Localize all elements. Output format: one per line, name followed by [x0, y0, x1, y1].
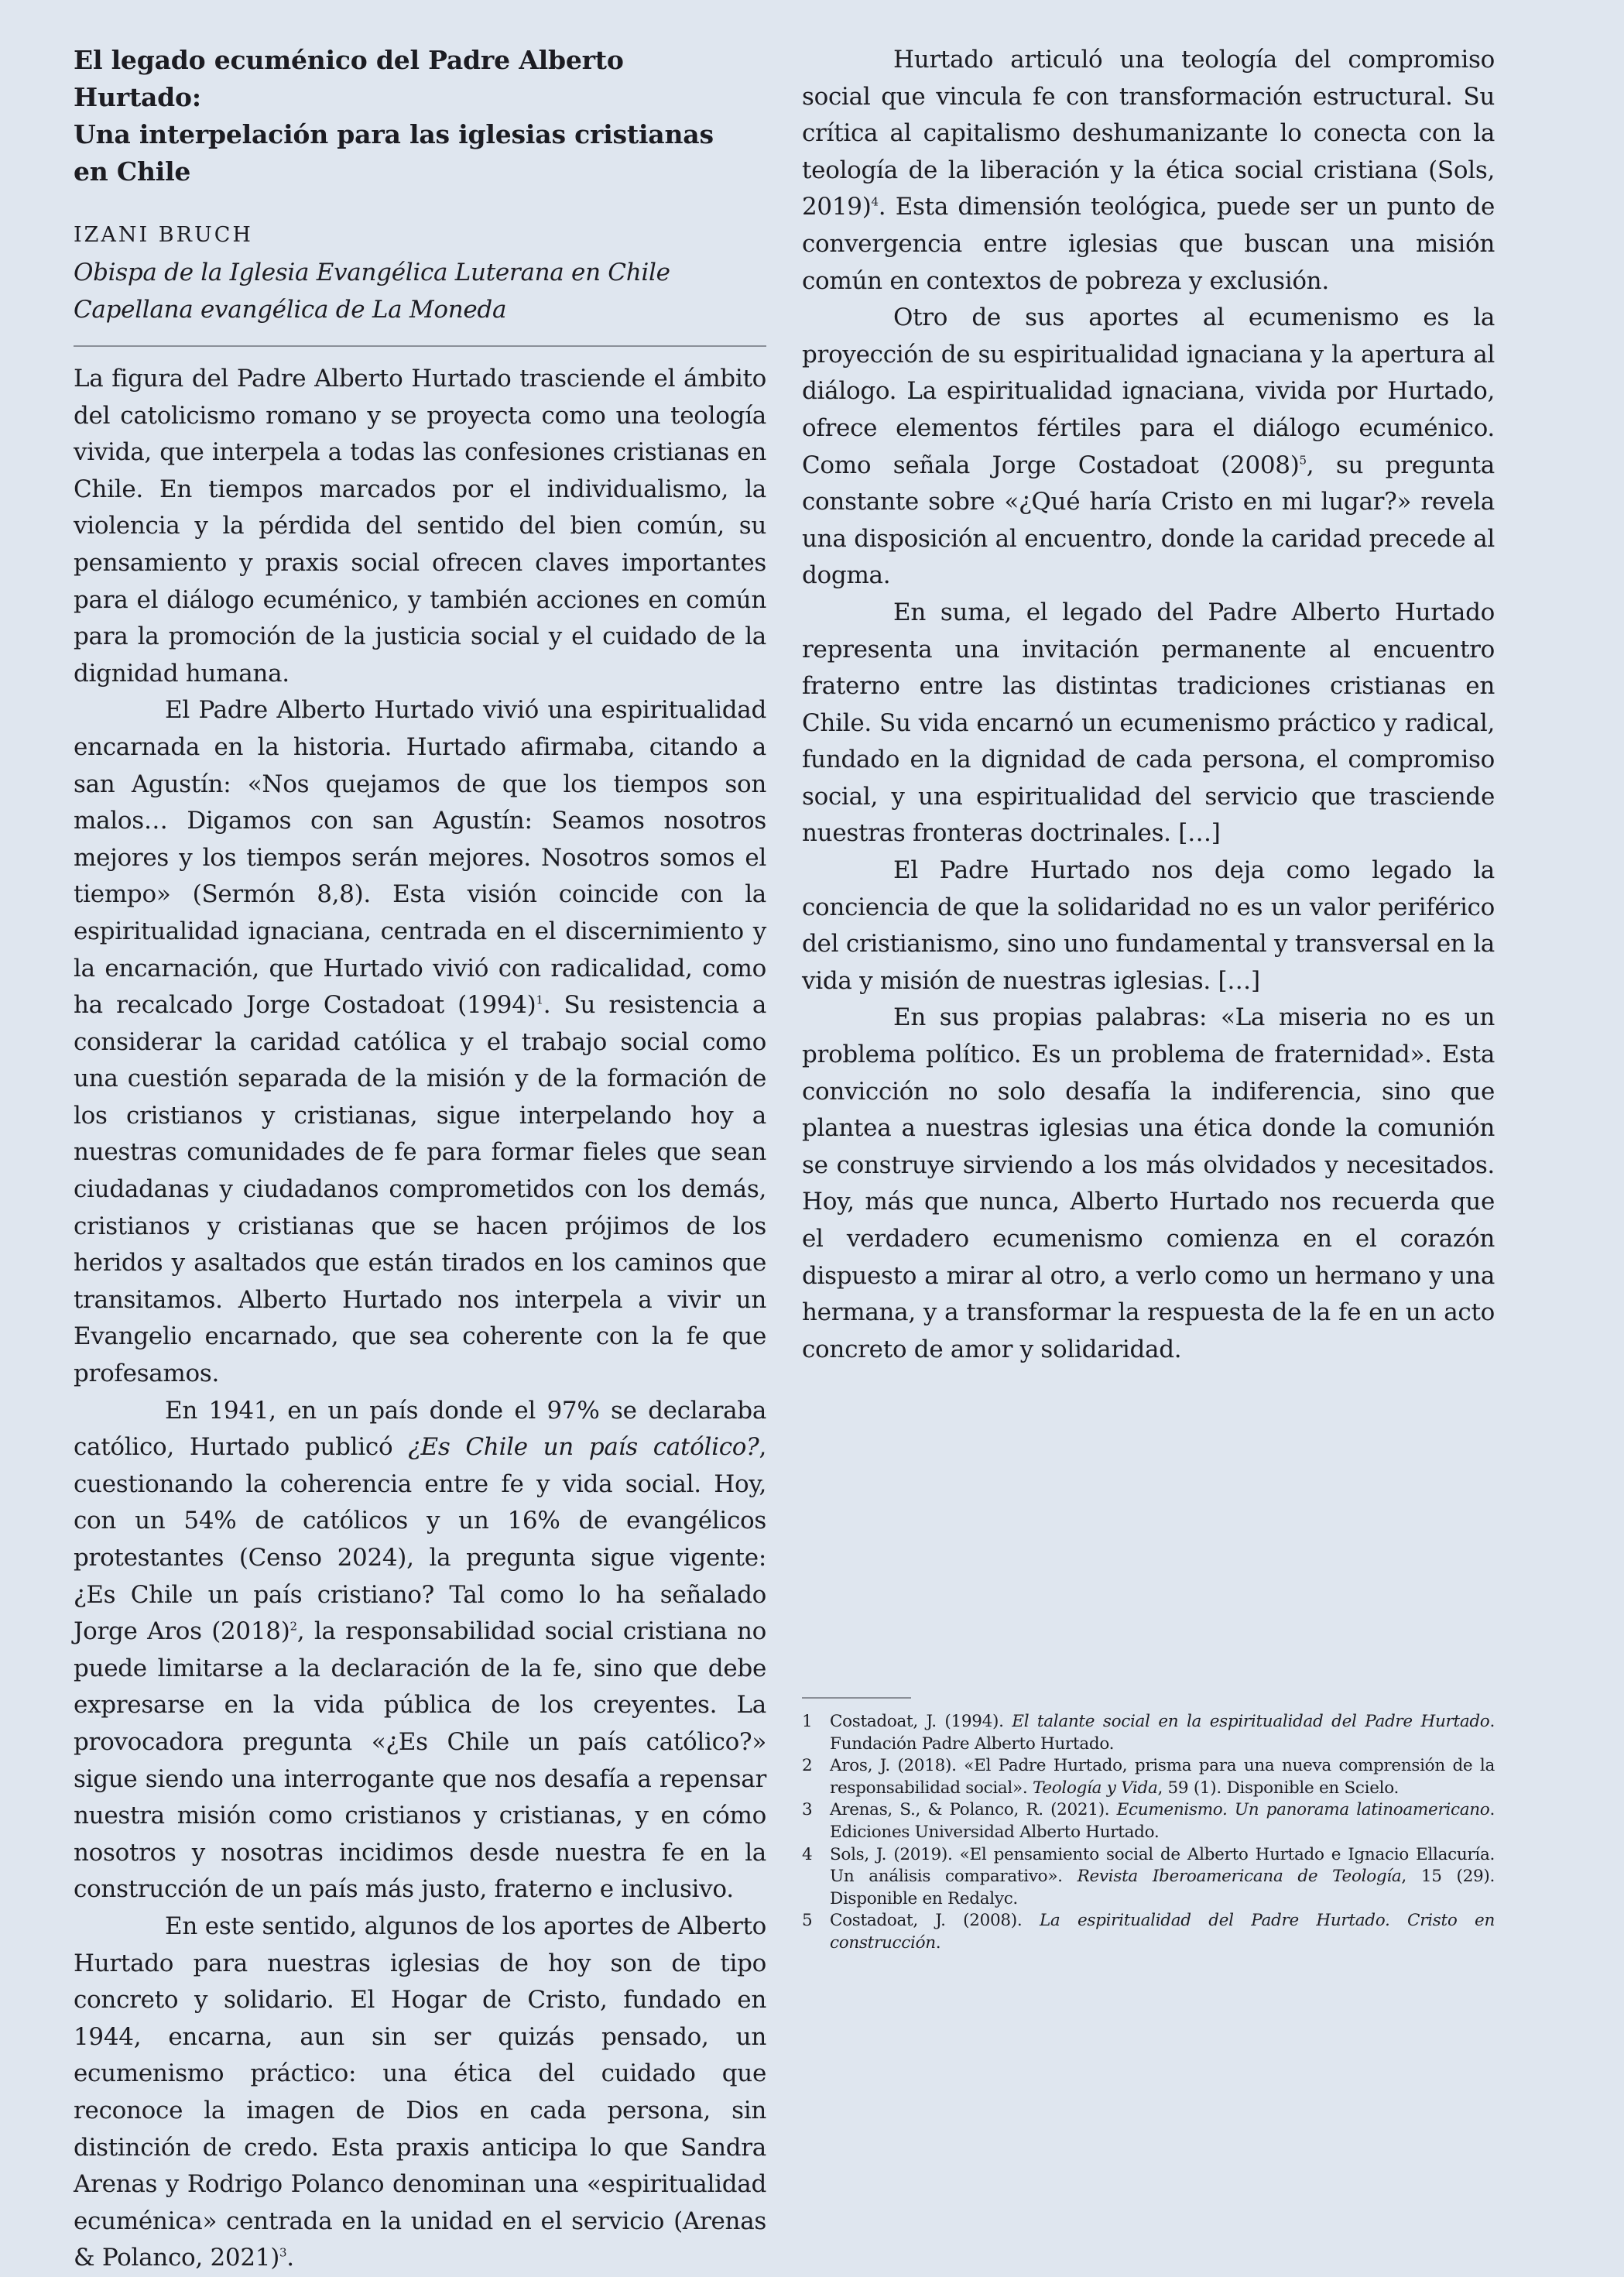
footnote-4 — [802, 1844, 1495, 1911]
footnote-number: 2 — [802, 1756, 813, 1776]
paragraph-3 — [74, 1393, 766, 1908]
footnote-4-pre: Sols, J. (2019). «El pensamiento social de Alberto Hurtado e Ignacio Ellacuría. Un análisis comparativo». — [830, 1844, 1495, 1887]
footnote-number: 3 — [802, 1800, 813, 1820]
footnote-3-post: . Ediciones Universidad Alberto Hurtado. — [830, 1800, 1495, 1842]
footnote-2-pre: Aros, J. (2018). «El Padre Hurtado, prisma para una nueva comprensión de la responsabilidad social». — [830, 1756, 1495, 1798]
footnote-ref-4[interactable]: 4 — [871, 195, 879, 210]
footnote-5-title: La espiritualidad del Padre Hurtado. Cristo en construcción — [830, 1911, 1495, 1953]
paragraph-4-text: En este sentido, algunos de los aportes de Alberto Hurtado para nuestras iglesias de hoy son de tipo concreto y solidario. El Hogar de Cristo, fundado en 1944, encarna, aun sin ser quizás pensado, un ecumenismo práctico: una ética del cuidado que reconoce la imagen de Dios en cada persona, sin distinción de credo. Esta praxis anticipa lo que Sandra Arenas y Rodrigo Polanco denominan una «espiritualidad ecuménica» centrada en la unidad en el servicio (Arenas & Polanco, 2021) — [74, 1912, 766, 2272]
paragraph-2-text-a: El Padre Alberto Hurtado vivió una espiritualidad encarnada en la historia. Hurtado afirmaba, citando a san Agustín: «Nos quejamos de que los tiempos son malos… Digamos con san Agustín: Seamos nosotros mejores y los tiempos serán mejores. Nosotros somos el tiempo» (Sermón 8,8). Esta visión coincide con la espiritualidad ignaciana, centrada en el discernimiento y la encarnación, que Hurtado vivió con radicalidad, como ha recalcado Jorge Costadoat (1994) — [74, 696, 766, 1020]
paragraph-9 — [802, 1000, 1495, 1368]
footnotes-divider — [802, 1697, 911, 1699]
footnote-text — [830, 1844, 1495, 1911]
body-text-right — [802, 42, 1495, 1368]
paragraph-3-text-b: , cuestionando la coherencia entre fe y vida social. Hoy, con un 54% de católicos y un 16% de evangélicos protestantes (Censo 2024), la pregunta sigue vigente: ¿Es Chile un país cristiano? Tal como lo ha señalado Jorge Aros (2018) — [74, 1433, 766, 1646]
footnote-3-title: Ecumenismo. Un panorama latinoamericano — [1116, 1800, 1490, 1820]
paragraph-7-text: En suma, el legado del Padre Alberto Hurtado representa una invitación permanente al encuentro fraterno entre las distintas tradiciones cristianas en Chile. Su vida encarnó un ecumenismo práctico y radical, fundado en la dignidad de cada persona, el compromiso social, y una espiritualidad del servicio que trasciende nuestras fronteras doctrinales. […] — [802, 598, 1495, 848]
header-divider — [74, 345, 766, 347]
paragraph-3-text-a: En 1941, en un país donde el 97% se declaraba católico, Hurtado publicó — [74, 1396, 766, 1462]
footnote-ref-3[interactable]: 3 — [279, 2245, 287, 2260]
paragraph-6-text-b: , su pregunta constante sobre «¿Qué haría Cristo en mi lugar?» revela una disposición al encuentro, donde la caridad precede al dogma. — [802, 451, 1495, 590]
author-name: IZANI BRUCH — [74, 223, 253, 247]
footnote-3-pre: Arenas, S., & Polanco, R. (2021). — [830, 1800, 1117, 1820]
paragraph-9-text: En sus propias palabras: «La miseria no es un problema político. Es un problema de fraternidad». Esta convicción no solo desafía la indiferencia, sino que plantea a nuestras iglesias una ética donde la comunión se construye sirviendo a los más olvidados y necesitados. Hoy, más que nunca, Alberto Hurtado nos recuerda que el verdadero ecumenismo comienza en el corazón dispuesto a mirar al otro, a verlo como un hermano y una hermana, y a transformar la respuesta de la fe en un acto concreto de amor y solidaridad. — [802, 1003, 1495, 1363]
footnote-number: 5 — [802, 1911, 813, 1931]
title-line-1: El legado ecuménico del Padre Alberto Hurtado: — [74, 45, 624, 112]
footnote-4-post: , 15 (29). Disponible en Redalyc. — [830, 1867, 1495, 1908]
footnote-text — [830, 1711, 1495, 1755]
footnote-ref-5[interactable]: 5 — [1299, 453, 1307, 468]
paragraph-6-text-a: Otro de sus aportes al ecumenismo es la proyección de su espiritualidad ignaciana y la apertura al diálogo. La espiritualidad ignaciana, vivida por Hurtado, ofrece elementos fértiles para el diálogo ecuménico. Como señala Jorge Costadoat (2008) — [802, 303, 1495, 479]
paragraph-3-text-c: , la responsabilidad social cristiana no puede limitarse a la declaración de la fe, sino que debe expresarse en la vida pública de los creyentes. La provocadora pregunta «¿Es Chile un país católico?» sigue siendo una interrogante que nos desafía a repensar nuestra misión como cristianos y cristianas, y en cómo nosotros y nosotras incidimos desde nuestra fe en la construcción de un país más justo, fraterno e inclusivo. — [74, 1617, 766, 1904]
footnotes — [802, 1711, 1495, 1955]
footnote-number: 1 — [802, 1712, 813, 1731]
footnote-2-post: , 59 (1). Disponible en Scielo. — [1157, 1778, 1399, 1798]
title-line-3: en Chile — [74, 156, 191, 187]
footnote-text — [830, 1910, 1495, 1954]
paragraph-5-text-a: Hurtado articuló una teología del compromiso social que vincula fe con transformación estructural. Su crítica al capitalismo deshumanizante lo conecta con la teología de la liberación y la ética social cristiana (Sols, 2019) — [802, 46, 1495, 221]
right-column — [802, 42, 1495, 1368]
footnote-ref-2[interactable]: 2 — [290, 1619, 297, 1634]
paragraph-6 — [802, 300, 1495, 595]
paragraph-7 — [802, 595, 1495, 852]
footnote-text — [830, 1755, 1495, 1799]
left-column — [74, 42, 766, 2277]
paragraph-8-text: El Padre Hurtado nos deja como legado la conciencia de que la solidaridad no es un valor periférico del cristianismo, sino uno fundamental y transversal en la vida y misión de nuestras iglesias. […] — [802, 856, 1495, 995]
body-text-left — [74, 361, 766, 2277]
paragraph-2-text-b: . Su resistencia a considerar la caridad católica y el trabajo social como una cuestión separada de la misión y de la formación de los cristianos y cristianas, sigue interpelando hoy a nuestras comunidades de fe para formar fieles que sean ciudadanas y ciudadanos comprometidos con los demás, cristianos y cristianas que se hacen prójimos de los heridos y asaltados que están tirados en los caminos que transitamos. Alberto Hurtado nos interpela a vivir un Evangelio encarnado, que sea coherente con la fe que profesamos. — [74, 991, 767, 1388]
footnote-5 — [802, 1910, 1495, 1954]
paragraph-5 — [802, 42, 1495, 300]
footnote-1 — [802, 1711, 1495, 1755]
book-title: ¿Es Chile un país católico? — [408, 1433, 759, 1462]
footnote-ref-1[interactable]: 1 — [536, 993, 543, 1007]
footnote-number: 4 — [802, 1844, 813, 1864]
footnote-1-title: El talante social en la espiritualidad del Padre Hurtado — [1012, 1712, 1490, 1731]
author-role-1: Obispa de la Iglesia Evangélica Luterana en Chile — [74, 259, 670, 286]
footnote-1-pre: Costadoat, J. (1994). — [830, 1712, 1012, 1731]
footnote-5-pre: Costadoat, J. (2008). — [830, 1911, 1040, 1931]
footnote-5-post: . — [935, 1932, 941, 1953]
paragraph-1-text: La figura del Padre Alberto Hurtado trasciende el ámbito del catolicismo romano y se proyecta como una teología vivida, que interpela a todas las confesiones cristianas en Chile. En tiempos marcados por el individualismo, la violencia y la pérdida del sentido del bien común, su pensamiento y praxis social ofrecen claves importantes para el diálogo ecuménico, y también acciones en común para la promoción de la justicia social y el cuidado de la dignidad humana. — [74, 365, 766, 688]
footnote-text — [830, 1799, 1495, 1843]
title-line-2: Una interpelación para las iglesias cristianas — [74, 119, 714, 149]
paragraph-5-text-b: . Esta dimensión teológica, puede ser un punto de convergencia entre iglesias que buscan una misión común en contextos de pobreza y exclusión. — [802, 193, 1495, 295]
footnote-4-title: Revista Iberoamericana de Teología — [1077, 1867, 1402, 1887]
footnote-1-post: . Fundación Padre Alberto Hurtado. — [830, 1712, 1495, 1754]
author-role-2: Capellana evangélica de La Moneda — [74, 296, 507, 324]
footnote-3 — [802, 1799, 1495, 1843]
paragraph-8 — [802, 852, 1495, 1000]
footnote-2-title: Teología y Vida — [1032, 1778, 1158, 1798]
footnote-2 — [802, 1755, 1495, 1799]
paragraph-4-end: . — [286, 2244, 294, 2272]
paragraph-2 — [74, 692, 766, 1392]
paragraph-1 — [74, 361, 766, 692]
article-title — [74, 42, 755, 190]
paragraph-4 — [74, 1908, 766, 2277]
